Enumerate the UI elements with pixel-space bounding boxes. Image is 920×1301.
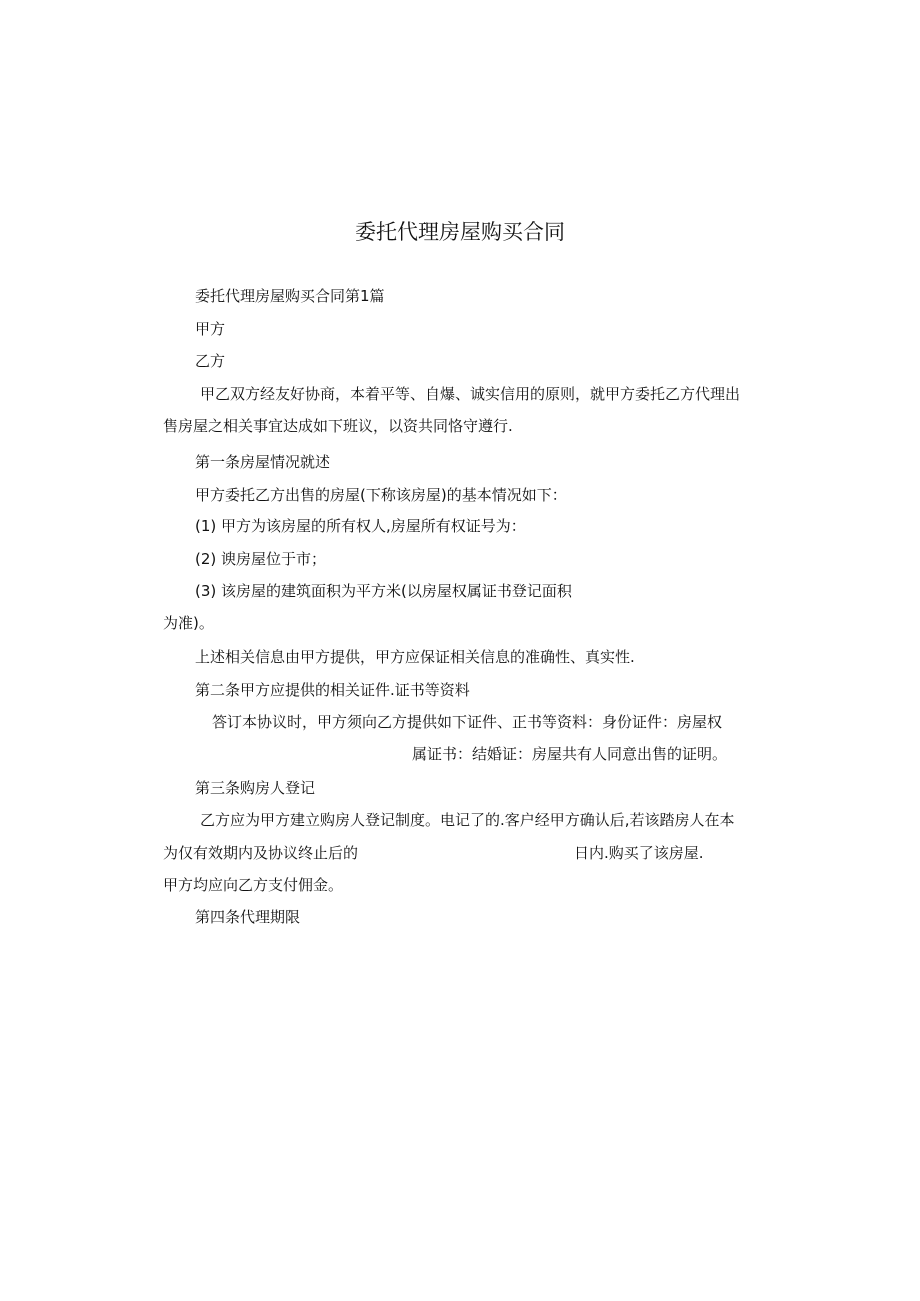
article-3-paragraph-line-2a: 为仅有效期内及协议终止后的 (163, 844, 359, 862)
article-1-heading: 第一条房屋情况就述 (195, 453, 331, 471)
article-1-item-1: (1) 甲方为该房屋的所有权人,房屋所有权证号为： (195, 517, 526, 535)
document-title: 委托代理房屋购买合同 (355, 220, 565, 244)
chapter-heading: 委托代理房屋购买合同第1篇 (195, 287, 385, 305)
article-3-paragraph-line-1: 乙方应为甲方建立购房人登记制度。电记了的.客户经甲方确认后,若该踏房人在本 (200, 811, 735, 829)
article-1-item-2: (2) 谀房屋位于市； (195, 550, 327, 568)
article-3-heading: 第三条购房人登记 (195, 779, 316, 797)
party-b-label: 乙方 (195, 352, 226, 370)
article-1-paragraph: 甲方委托乙方出售的房屋(下称该房屋)的基本情况如下： (195, 486, 567, 504)
article-1-item-3-continued: 为准)。 (163, 614, 214, 632)
article-3-paragraph-line-3: 甲方均应向乙方支付佣金。 (163, 876, 344, 894)
article-2-heading: 第二条甲方应提供的相关证件.证书等资料 (195, 681, 470, 699)
article-2-paragraph: 答订本协议时，甲方须向乙方提供如下证件、正书等资料：身份证件：房屋权 (212, 713, 723, 731)
party-a-label: 甲方 (195, 320, 226, 338)
article-1-paragraph-2: 上述相关信息由甲方提供，甲方应保证相关信息的准确性、真实性. (195, 648, 635, 666)
article-4-heading: 第四条代理期限 (195, 908, 301, 926)
article-3-paragraph-line-2b: 日内.购买了该房屋. (574, 844, 704, 862)
article-1-item-3: (3) 该房屋的建筑面积为平方米(以房屋权属证书登记面积 (195, 582, 572, 600)
intro-paragraph-line-2: 售房屋之相关事宜达成如下班议，以资共同恪守遵行. (163, 417, 513, 435)
intro-paragraph-line-1: 甲乙双方经友好协商，本着平等、自爆、诚实信用的原则，就甲方委托乙方代理出 (200, 385, 741, 403)
article-2-paragraph-continued: 属证书：结婚证：房屋共有人同意出售的证明。 (412, 745, 728, 763)
